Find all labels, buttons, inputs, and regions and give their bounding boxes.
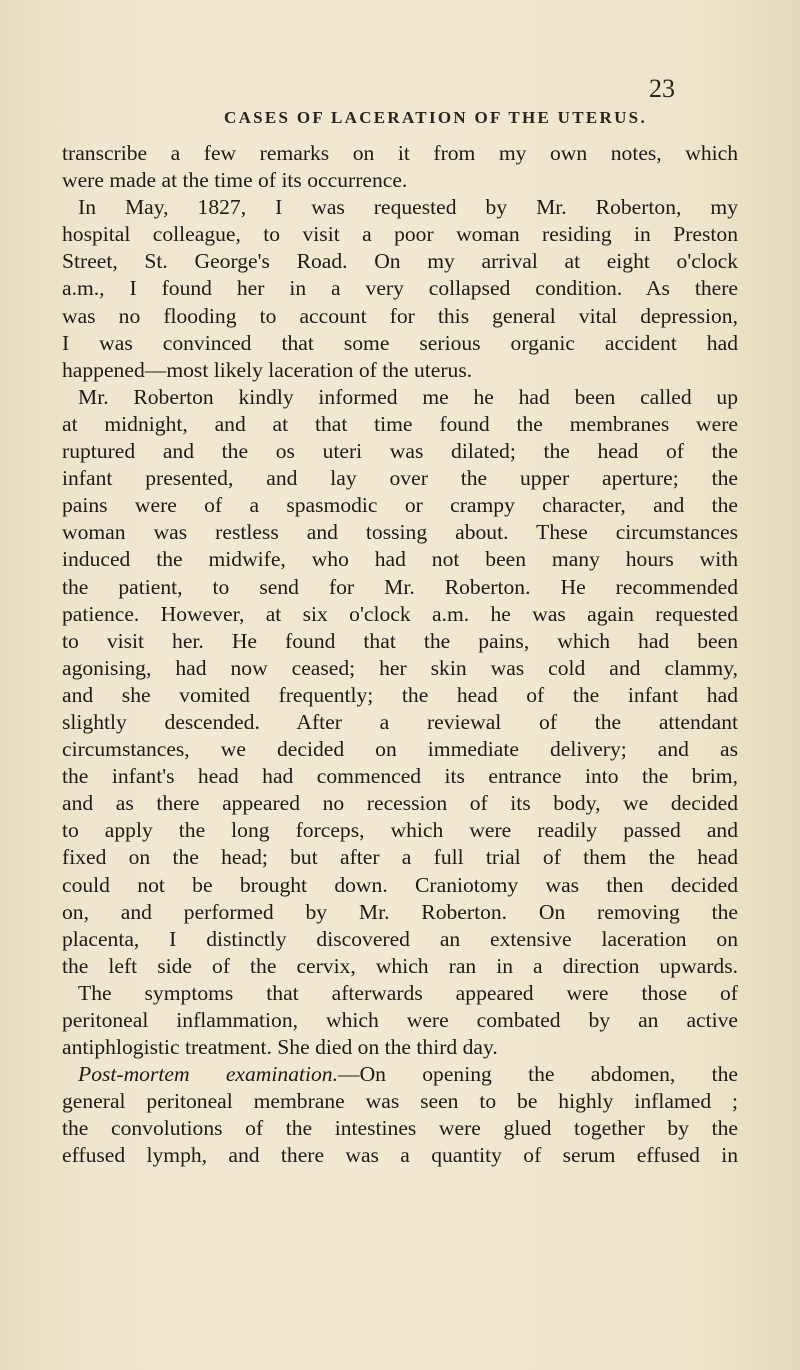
text-line: on, and performed by Mr. Roberton. On removing the — [62, 899, 738, 924]
running-title: CASES OF LACERATION OF THE UTERUS. — [224, 108, 647, 127]
text-line: and she vomited frequently; the head of the infant had — [62, 682, 738, 707]
text-line: placenta, I distinctly discovered an extensive laceration on — [62, 926, 738, 951]
text-line: was no flooding to account for this general vital depression, — [62, 303, 738, 328]
text-line: agonising, had now ceased; her skin was cold and clammy, — [62, 655, 738, 680]
text-line: peritoneal inflammation, which were combated by an active — [62, 1008, 738, 1032]
text-line: Mr. Roberton kindly informed me he had been called up — [78, 384, 738, 409]
text-line: patience. However, at six o'clock a.m. he was again requested — [62, 601, 738, 626]
text-line: The symptoms that afterwards appeared were those of — [78, 980, 738, 1005]
text-line: infant presented, and lay over the upper aperture; the — [62, 466, 738, 491]
text-line: I was convinced that some serious organic accident had — [62, 330, 738, 355]
text-line: and as there appeared no recession of its body, we decided — [62, 791, 738, 816]
text-line: a.m., I found her in a very collapsed condition. As there — [62, 276, 738, 301]
text-line: slightly descended. After a reviewal of the attendant — [62, 709, 738, 734]
text-line: could not be brought down. Craniotomy was then decided — [62, 872, 738, 897]
text-line: the infant's head had commenced its entrance into the brim, — [62, 764, 738, 789]
text-line: In May, 1827, I was requested by Mr. Roberton, my — [78, 195, 738, 220]
postmortem-line — [62, 1061, 738, 1088]
page-header — [0, 74, 800, 138]
text-line: pains were of a spasmodic or crampy character, and the — [62, 493, 738, 518]
text-line: Street, St. George's Road. On my arrival at eight o'clock — [62, 249, 738, 274]
text-line: induced the midwife, who had not been many hours with — [62, 547, 738, 572]
page-number: 23 — [649, 74, 675, 103]
text-line: to visit her. He found that the pains, which had been — [62, 628, 738, 653]
text-line: effused lymph, and there was a quantity of serum effused in — [62, 1143, 738, 1168]
text-line: were made at the time of its occurrence. — [62, 168, 408, 193]
text-line: ruptured and the os uteri was dilated; the head of the — [62, 439, 738, 464]
text-line: hospital colleague, to visit a poor woman residing in Preston — [62, 222, 738, 247]
text-line: fixed on the head; but after a full trial of them the head — [62, 845, 738, 870]
text-line: circumstances, we decided on immediate delivery; and as — [62, 737, 738, 762]
text-line: woman was restless and tossing about. These circumstances — [62, 520, 738, 545]
text-line: transcribe a few remarks on it from my own notes, which — [62, 141, 738, 165]
text-line: to apply the long forceps, which were readily passed and — [62, 818, 738, 843]
text-line: happened—most likely laceration of the uterus. — [62, 357, 473, 382]
postmortem-heading: Post-mortem examination. — [78, 1062, 338, 1087]
text-line: general peritoneal membrane was seen to be highly inflamed ; — [62, 1089, 738, 1114]
postmortem-line-text: —On opening the abdomen, the — [337, 1062, 738, 1087]
text-line: the patient, to send for Mr. Roberton. He recommended — [62, 574, 738, 599]
body-text — [62, 140, 738, 1170]
text-line: the left side of the cervix, which ran in a direction upwards. — [62, 953, 738, 978]
text-line: the convolutions of the intestines were glued together by the — [62, 1116, 738, 1141]
text-line: antiphlogistic treatment. She died on the third day. — [62, 1035, 498, 1060]
text-line: at midnight, and at that time found the membranes were — [62, 411, 738, 436]
